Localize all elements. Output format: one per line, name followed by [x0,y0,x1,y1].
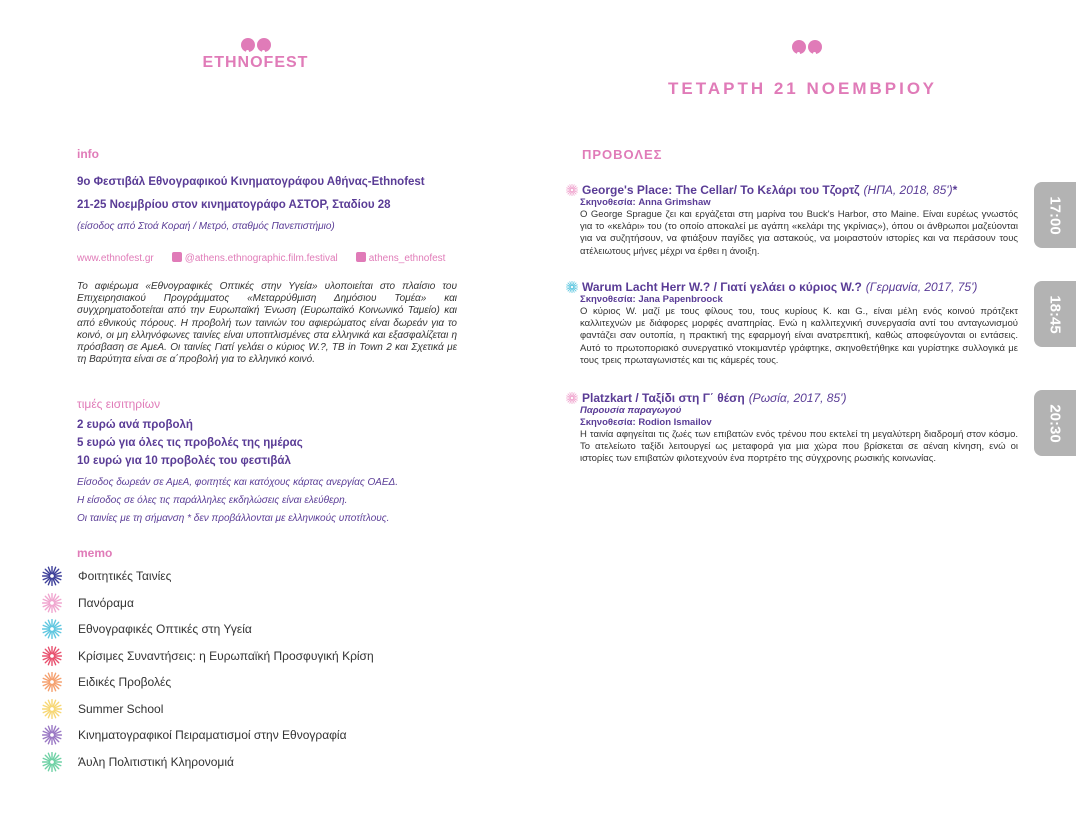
time-tab-2: 18:45 [1034,281,1076,347]
logo-text: ETHNOFEST [202,54,309,71]
film-presence: Παρουσία παραγωγού [580,405,682,416]
day-title: ΤΕΤΑΡΤΗ 21 ΝΟΕΜΒΡΙΟΥ [668,79,937,98]
memo-item: Πανόραμα [42,590,374,617]
film-3 [566,391,1018,466]
memo-item: Φοιτητικές Ταινίες [42,563,374,590]
eyes-icon [785,40,829,54]
facebook-link[interactable]: @athens.ethnographic.film.festival [172,252,338,264]
burst-icon [42,593,62,613]
film-director: Σκηνοθεσία: Rodion Ismailov [580,417,712,428]
burst-icon [566,392,578,404]
film-2 [566,280,1018,367]
burst-icon [42,752,62,772]
memo-item: Άυλη Πολιτιστική Κληρονομιά [42,749,374,776]
prices-list [77,416,303,470]
burst-icon [42,725,62,745]
price-note: Οι ταινίες με τη σήμανση * δεν προβάλλονται με ελληνικούς υποτίτλους. [77,513,390,524]
social-links [77,252,445,264]
price-note: Είσοδος δωρεάν σε ΑμεΑ, φοιτητές και κατόχους κάρτας ανεργίας ΟΑΕΔ. [77,477,398,488]
burst-icon [566,184,578,196]
price-item: 5 ευρώ για όλες τις προβολές της ημέρας [77,437,303,449]
memo-item: Summer School [42,696,374,723]
facebook-icon [172,252,182,262]
memo-item: Ειδικές Προβολές [42,669,374,696]
info-body: Το αφιέρωμα «Εθνογραφικές Οπτικές στην Υγεία» υλοποιείται στο πλαίσιο του Επιχειρησιακού Προγράμματος «Μεταρρύθμιση Δημόσιου Τομέα» και συγχρηματοδοτείται από την Ευρωπαϊκή Ένωση (Ευρωπαϊκό Κοινωνικό Ταμείο) και από εθνικούς πόρους. Η προβολή των ταινιών του αφιερώματος είναι δωρεάν για το κοινό, οι μη ελληνόφωνες ταινίες είναι υποτιτλισμένες στα ελληνικά και εξασφαλίζεται η πρόσβαση σε ΑμεΑ. Οι ταινίες Γιατί γελάει ο κύριος W.?, ΤΒ in Town 2 και Σχετικά με τη Βαρύτητα είναι σε α΄προβολή για το ελληνικό κοινό. [77,281,457,366]
price-item: 10 ευρώ για 10 προβολές του φεστιβάλ [77,455,291,467]
film-title: George's Place: The Cellar/ Το Κελάρι του Τζορτζ (ΗΠΑ, 2018, 85') * [566,183,1018,197]
memo-item: Εθνογραφικές Οπτικές στη Υγεία [42,616,374,643]
ethnofest-logo-left [198,38,313,72]
instagram-icon [356,252,366,262]
screenings-heading: ΠΡΟΒΟΛΕΣ [582,147,663,162]
film-director: Σκηνοθεσία: Jana Papenbroock [580,294,723,305]
price-note: Η είσοδος σε όλες τις παράλληλες εκδηλώσεις είναι ελεύθερη. [77,495,348,506]
burst-icon [42,672,62,692]
film-description: Ο κύριος W. μαζί με τους φίλους του, τους κυρίους K. και G., είναι μέλη ενός κοινού πρότζεκτ καλλιτεχνών με διάφορες μορφές αναπηρίας. Ενώ η καλλιτεχνική συνεργασία αντί του ανταγωνισμού φαντάζει σαν ουτοπία, η πρακτική της εφαρμογή είναι ανατρεπτική, καθώς αποφεύγονται οι εντάσεις. Αυτό το πρωτοποριακό συνεργατικό ντοκιμαντέρ γράφτηκε, σκηνοθετήθηκε και γυρίστηκε συλλογικά με τους τρεις πρωταγωνιστές και τις κάμερές τους. [580,306,1018,366]
prices-notes [77,474,398,528]
memo-heading: memo [77,546,113,560]
film-director: Σκηνοθεσία: Anna Grimshaw [580,197,711,208]
memo-list [42,563,374,775]
burst-icon [566,281,578,293]
memo-item: Κινηματογραφικοί Πειραματισμοί στην Εθνογραφία [42,722,374,749]
time-tab-3: 20:30 [1034,390,1076,456]
film-description: O George Sprague ζει και εργάζεται στη μαρίνα του Buck's Harbor, στο Maine. Είναι ευρέως γνωστός για το «κελάρι» του (το οποίο αποκαλεί με αγάπη «κελάρι της γκρίνιας»), όπου οι άνθρωποι μαζεύονται για να συζητήσουν, να φτιάξουν παγίδες για αστακούς, να μοιραστούν ιστορίες και να περάσουν τους ατέλειωτους μήνες μέχρι να έρθει η άνοιξη. [580,209,1018,257]
info-line2: 21-25 Νοεμβρίου στον κινηματογράφο ΑΣΤΟΡ, Σταδίου 28 [77,199,391,211]
burst-icon [42,566,62,586]
burst-icon [42,619,62,639]
website-link[interactable]: www.ethnofest.gr [77,252,154,264]
burst-icon [42,699,62,719]
film-1 [566,183,1018,258]
eyes-icon [198,38,313,52]
prices-heading: τιμές εισιτηρίων [77,397,161,411]
ethnofest-logo-right [785,40,829,54]
price-item: 2 ευρώ ανά προβολή [77,419,193,431]
memo-item: Κρίσιμες Συναντήσεις: η Ευρωπαϊκή Προσφυγική Κρίση [42,643,374,670]
film-title: Platzkart / Ταξίδι στη Γ΄ θέση (Ρωσία, 2017, 85') [566,391,1018,405]
info-line1: 9ο Φεστιβάλ Εθνογραφικού Κινηματογράφου Αθήνας-Ethnofest [77,176,425,188]
info-heading: info [77,147,99,161]
film-description: Η ταινία αφηγείται τις ζωές των επιβατών ενός τρένου που εκτελεί τη μεγαλύτερη διαδρομή στον κόσμο. Το ατελείωτο ταξίδι λειτουργεί ως μεταφορά για μια χώρα που βρίσκεται σε αέναη κίνηση, ενώ οι ιστορίες των επιβατών φιλοτεχνούν ένα πορτρέτο της σύγχρονης ρωσικής κοινωνίας. [580,429,1018,465]
instagram-link[interactable]: athens_ethnofest [356,252,446,264]
burst-icon [42,646,62,666]
film-title: Warum Lacht Herr W.? / Γιατί γελάει ο κύριος W.? (Γερμανία, 2017, 75') [566,280,1018,294]
info-line3: (είσοδος από Στοά Κοραή / Μετρό, σταθμός Πανεπιστήμιο) [77,221,335,232]
time-tab-1: 17:00 [1034,182,1076,248]
